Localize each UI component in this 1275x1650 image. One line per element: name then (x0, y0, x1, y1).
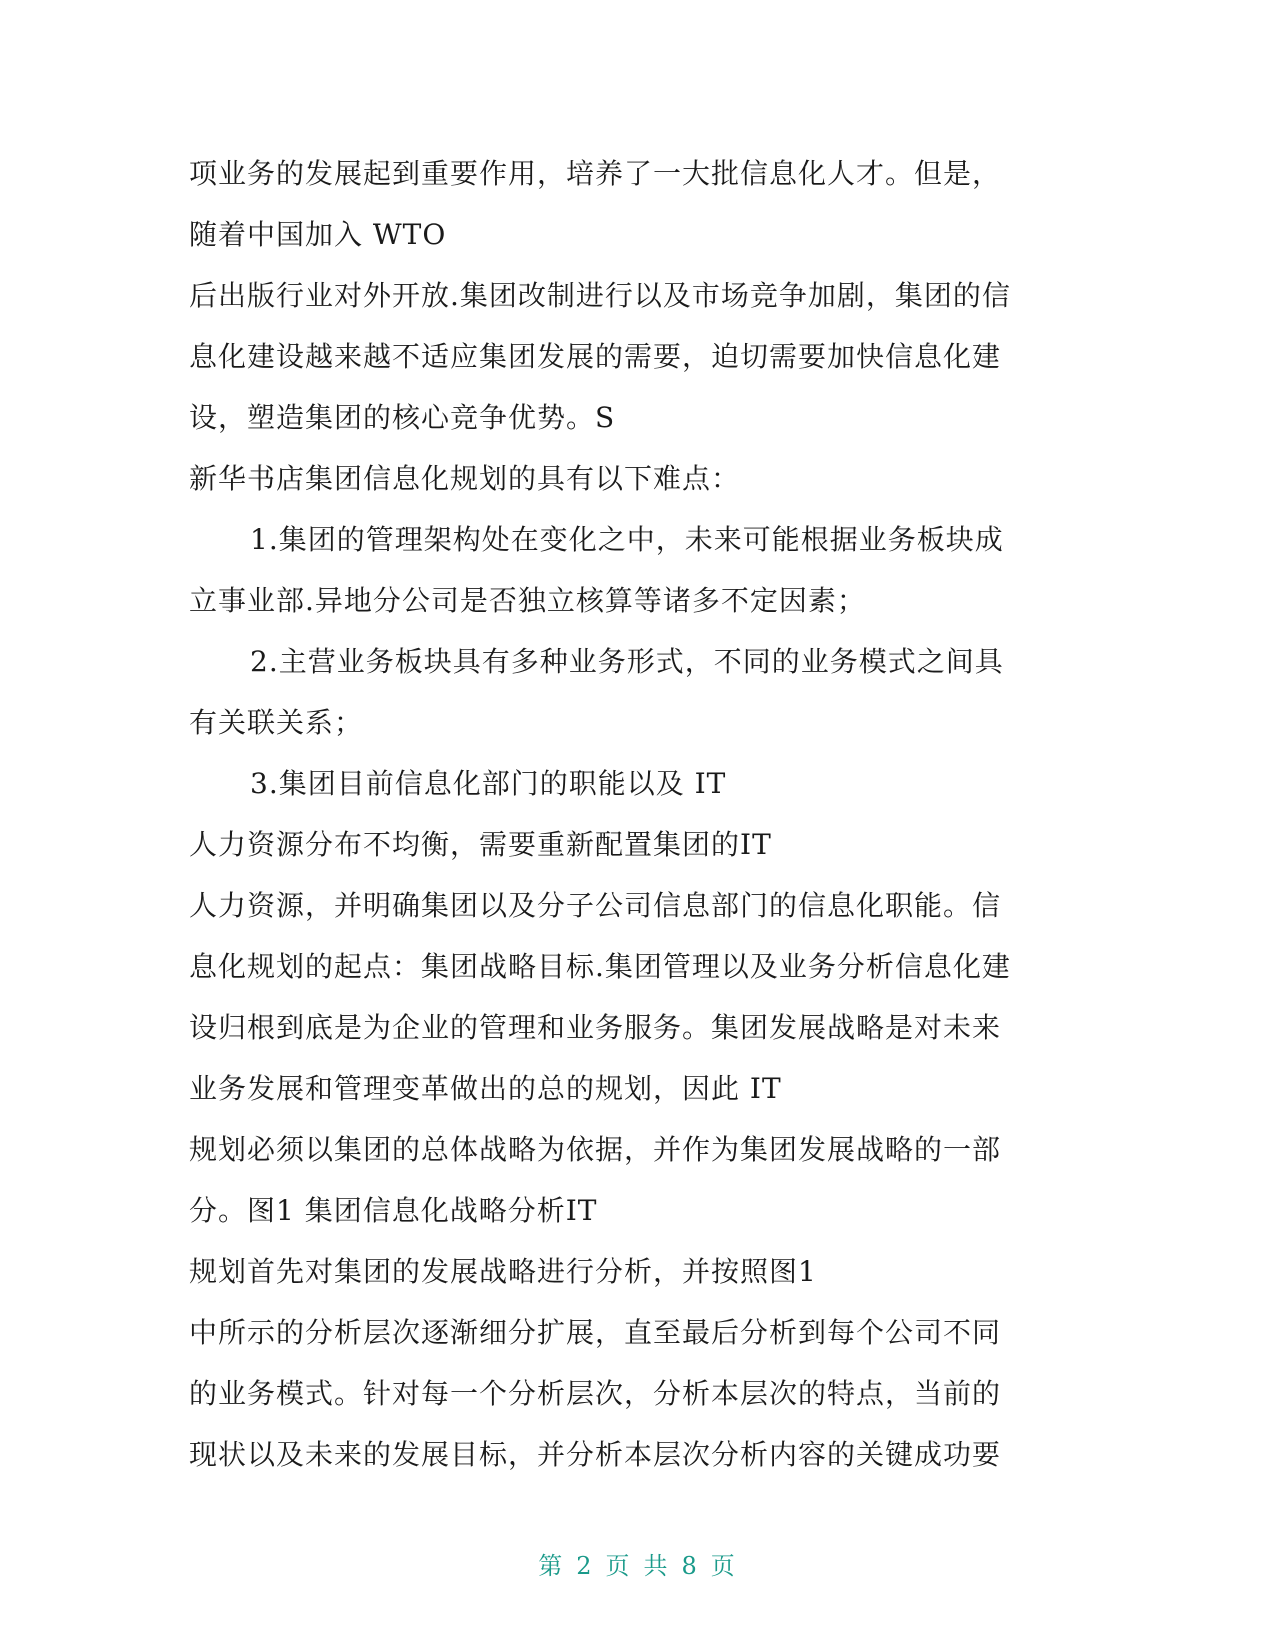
footer-current-page: 2 (576, 1552, 594, 1580)
text-line-17: 规划必须以集团的总体战略为依据，并作为集团发展战略的一部 (189, 1133, 1002, 1166)
footer-suffix: 页 (710, 1552, 737, 1580)
list-item-2-line-1: 2.主营业务板块具有多种业务形式，不同的业务模式之间具 (250, 645, 1004, 678)
text-line-2: 随着中国加入 WTO (189, 218, 447, 251)
footer-page-word: 页 (605, 1552, 632, 1580)
text-line-3: 后出版行业对外开放.集团改制进行以及市场竞争加剧，集团的信 (189, 279, 1011, 312)
list-item-3-line-1: 3.集团目前信息化部门的职能以及 IT (250, 767, 727, 800)
text-line-14: 息化规划的起点：集团战略目标.集团管理以及业务分析信息化建 (189, 950, 1011, 983)
list-item-3-line-2: 人力资源分布不均衡，需要重新配置集团的IT (189, 828, 772, 861)
list-item-2-line-2: 有关联关系； (189, 706, 364, 739)
text-line-19: 规划首先对集团的发展战略进行分析，并按照图1 (189, 1255, 817, 1288)
text-line-1: 项业务的发展起到重要作用，培养了一大批信息化人才。但是， (189, 157, 1002, 190)
text-line-13: 人力资源，并明确集团以及分子公司信息部门的信息化职能。信 (189, 889, 1002, 922)
footer-total-pages: 8 (681, 1552, 699, 1580)
text-line-6: 新华书店集团信息化规划的具有以下难点： (189, 462, 741, 495)
text-line-18: 分。图1 集团信息化战略分析IT (189, 1194, 598, 1227)
text-line-21: 的业务模式。针对每一个分析层次，分析本层次的特点，当前的 (189, 1377, 1002, 1410)
text-line-16: 业务发展和管理变革做出的总的规划，因此 IT (189, 1072, 782, 1105)
text-line-15: 设归根到底是为企业的管理和业务服务。集团发展战略是对未来 (189, 1011, 1002, 1044)
text-line-22: 现状以及未来的发展目标，并分析本层次分析内容的关键成功要 (189, 1438, 1002, 1471)
page-footer (0, 1546, 1275, 1581)
text-line-4: 息化建设越来越不适应集团发展的需要，迫切需要加快信息化建 (189, 340, 1002, 373)
list-item-1-line-2: 立事业部.异地分公司是否独立核算等诸多不定因素； (189, 584, 866, 617)
text-line-20: 中所示的分析层次逐渐细分扩展，直至最后分析到每个公司不同 (189, 1316, 1002, 1349)
text-line-5: 设，塑造集团的核心竞争优势。S (189, 401, 616, 434)
document-body (189, 143, 1089, 1485)
list-item-1-line-1: 1.集团的管理架构处在变化之中，未来可能根据业务板块成 (250, 523, 1004, 556)
footer-prefix: 第 (538, 1552, 565, 1580)
footer-total-word: 共 (643, 1552, 670, 1580)
